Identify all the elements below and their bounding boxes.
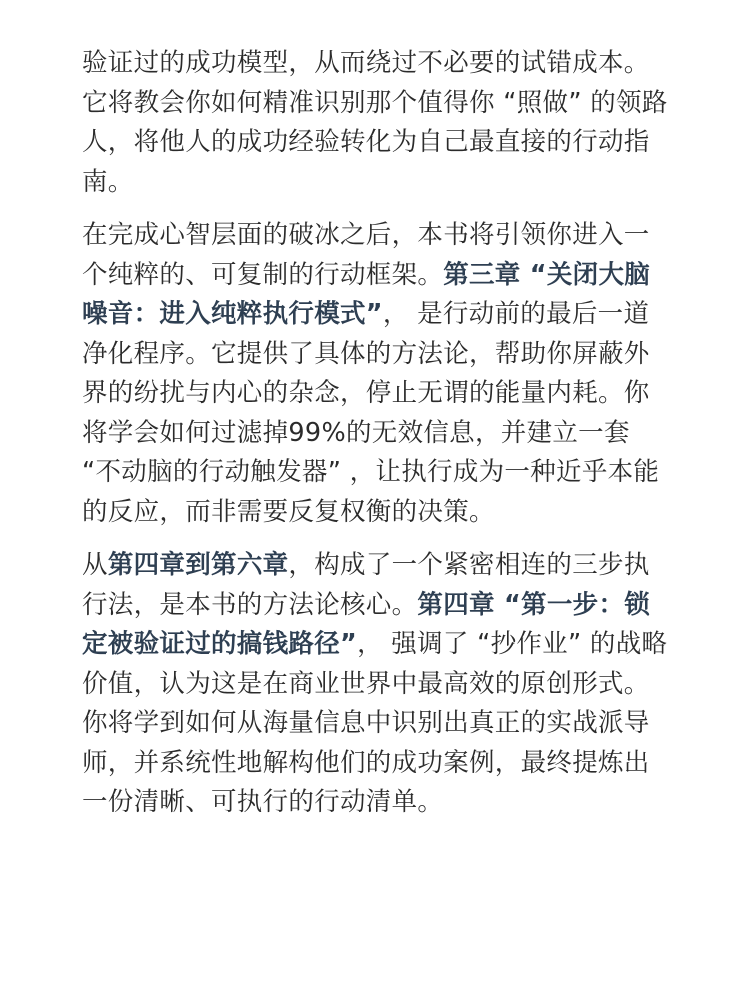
paragraph-1: [82, 44, 668, 202]
paragraph-1-text: 验证过的成功模型，从而绕过不必要的试错成本。它将教会你如何精准识别那个值得你 “照做” 的领路人，将他人的成功经验转化为自己最直接的行动指南。: [82, 48, 668, 197]
paragraph-3-body: ， 强调了 “抄作业” 的战略价值，认为这是在商业世界中最高效的原创形式。你将学到如何从海量信息中识别出真正的实战派导师，并系统性地解构他们的成功案例，最终提炼出一份清晰、可执行的行动清单。: [82, 629, 668, 817]
chapter-range-highlight: 第四章到第六章: [107, 550, 289, 580]
paragraph-2: [82, 216, 668, 532]
article-body: [82, 44, 668, 837]
paragraph-3-middle: ，构成了一个紧密相连的三步执行法，是本书的方法论核心。: [82, 550, 650, 620]
paragraph-2-intro: 在完成心智层面的破冰之后，本书将引领你进入一个纯粹的、可复制的行动框架。: [82, 220, 650, 290]
paragraph-2-body: ， 是行动前的最后一道净化程序。它提供了具体的方法论，帮助你屏蔽外界的纷扰与内心的杂念，停止无谓的能量内耗。你将学会如何过滤掉99%的无效信息，并建立一套 “不动脑的行动触发器” ，让执行成为一种近乎本能的反应，而非需要反复权衡的决策。: [82, 299, 660, 527]
paragraph-3-intro: 从: [82, 550, 108, 580]
chapter-3-title: 第三章 “关闭大脑噪音：进入纯粹执行模式”: [82, 259, 651, 329]
chapter-4-title: 第四章 “第一步：锁定被验证过的搞钱路径”: [82, 589, 651, 659]
paragraph-3: [82, 546, 668, 823]
